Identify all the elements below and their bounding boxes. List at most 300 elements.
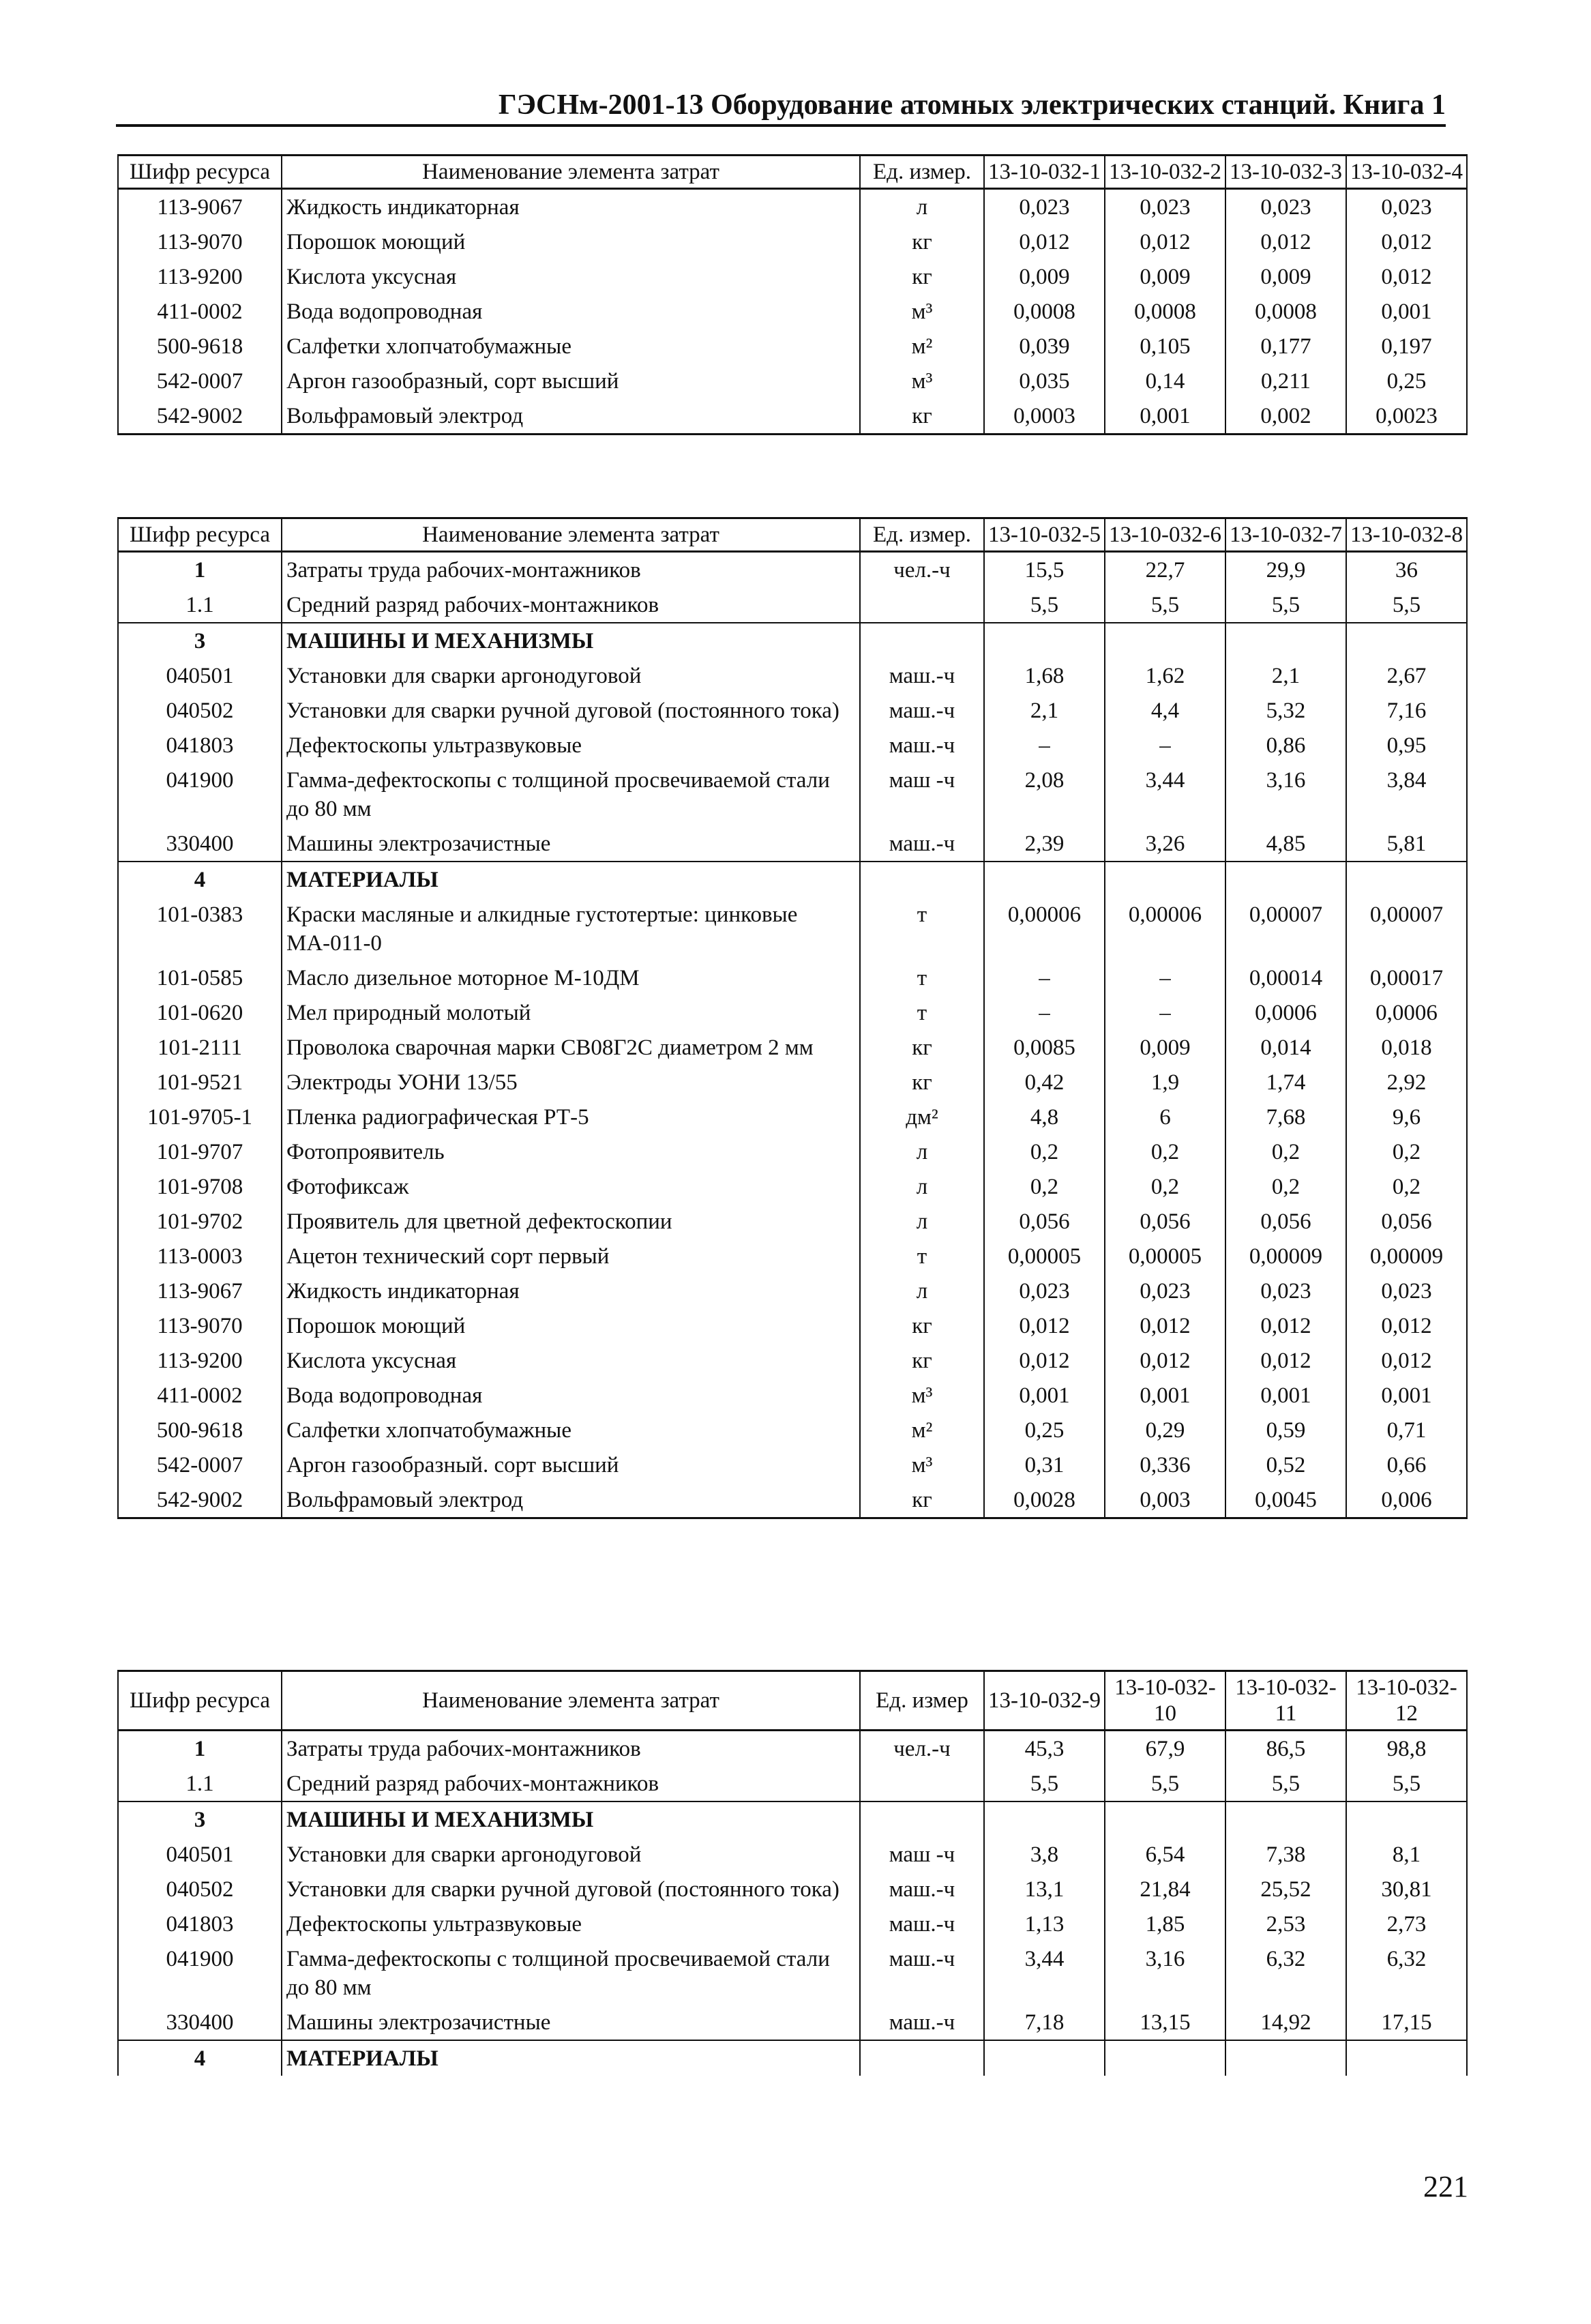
resource-value: 0,59 <box>1225 1413 1346 1447</box>
resource-value <box>1225 862 1346 897</box>
header-code: Шифр ресурса <box>118 156 282 189</box>
resource-code: 101-9707 <box>118 1134 282 1169</box>
resource-value: 0,001 <box>1105 1378 1225 1413</box>
resource-code: 041803 <box>118 1907 282 1941</box>
resource-value: 1,62 <box>1105 658 1225 693</box>
resource-value: 1,13 <box>984 1907 1105 1941</box>
resource-code: 3 <box>118 623 282 658</box>
resource-value: 0,001 <box>984 1378 1105 1413</box>
table-row <box>118 1766 1467 1801</box>
header-name: Наименование элемента затрат <box>282 156 860 189</box>
resource-value: 4,8 <box>984 1100 1105 1134</box>
resource-value <box>1105 1801 1225 1837</box>
resource-value: 0,0045 <box>1225 1482 1346 1518</box>
header-col-1: 13-10-032-9 <box>984 1671 1105 1731</box>
resource-code: 3 <box>118 1801 282 1837</box>
table-row <box>118 189 1467 225</box>
resource-code: 113-9070 <box>118 1308 282 1343</box>
resource-value: 2,1 <box>1225 658 1346 693</box>
header-name: Наименование элемента затрат <box>282 518 860 552</box>
resource-value: 0,0003 <box>984 398 1105 435</box>
resource-value: 0,001 <box>1346 1378 1467 1413</box>
resource-table-1 <box>117 154 1468 435</box>
resource-code: 040502 <box>118 693 282 728</box>
resource-value: 7,38 <box>1225 1837 1346 1872</box>
resource-unit: маш -ч <box>860 763 984 826</box>
resource-value: 1,68 <box>984 658 1105 693</box>
header-col-4: 13-10-032-8 <box>1346 518 1467 552</box>
resource-name: Салфетки хлопчатобумажные <box>282 1413 860 1447</box>
resource-value: 13,15 <box>1105 2005 1225 2040</box>
resource-value <box>1225 1801 1346 1837</box>
resource-code: 542-9002 <box>118 1482 282 1518</box>
resource-value <box>1346 862 1467 897</box>
resource-unit: л <box>860 1134 984 1169</box>
resource-value: 0,001 <box>1225 1378 1346 1413</box>
resource-code: 101-9521 <box>118 1065 282 1100</box>
resource-name: Мел природный молотый <box>282 995 860 1030</box>
resource-value: 0,012 <box>1346 1308 1467 1343</box>
resource-value: 0,012 <box>1105 1308 1225 1343</box>
resource-name: Фотопроявитель <box>282 1134 860 1169</box>
resource-value: 0,86 <box>1225 728 1346 763</box>
resource-value: 6 <box>1105 1100 1225 1134</box>
resource-code: 542-0007 <box>118 1447 282 1482</box>
resource-code: 101-9702 <box>118 1204 282 1239</box>
resource-value: 0,039 <box>984 329 1105 364</box>
header-unit: Ед. измер. <box>860 518 984 552</box>
resource-value: 0,018 <box>1346 1030 1467 1065</box>
resource-unit: кг <box>860 1343 984 1378</box>
table-header-row <box>118 156 1467 189</box>
resource-value: 0,00005 <box>984 1239 1105 1274</box>
resource-code: 1 <box>118 552 282 588</box>
resource-value: 3,44 <box>1105 763 1225 826</box>
resource-value <box>984 2040 1105 2076</box>
resource-code: 330400 <box>118 826 282 862</box>
resource-value: 0,0006 <box>1346 995 1467 1030</box>
resource-value: 3,44 <box>984 1941 1105 2005</box>
resource-value: 0,012 <box>1346 224 1467 259</box>
resource-name: Машины электрозачистные <box>282 826 860 862</box>
resource-value: 0,00009 <box>1225 1239 1346 1274</box>
resource-unit: м³ <box>860 1378 984 1413</box>
resource-code: 113-9067 <box>118 189 282 225</box>
header-code: Шифр ресурса <box>118 518 282 552</box>
header-col-4: 13-10-032-12 <box>1346 1671 1467 1731</box>
resource-value: 0,25 <box>984 1413 1105 1447</box>
resource-name: Кислота уксусная <box>282 259 860 294</box>
resource-value <box>1346 1801 1467 1837</box>
table-row <box>118 897 1467 960</box>
resource-unit: кг <box>860 1482 984 1518</box>
resource-code: 500-9618 <box>118 1413 282 1447</box>
resource-code: 113-9200 <box>118 259 282 294</box>
resource-value: 15,5 <box>984 552 1105 588</box>
resource-value: 0,012 <box>1346 259 1467 294</box>
resource-code: 113-0003 <box>118 1239 282 1274</box>
resource-value: 0,0006 <box>1225 995 1346 1030</box>
resource-name: Гамма-дефектоскопы с толщиной просвечиваемой стали до 80 мм <box>282 1941 860 2005</box>
resource-value: 0,00006 <box>1105 897 1225 960</box>
resource-value: 0,009 <box>1105 1030 1225 1065</box>
resource-name: Установки для сварки ручной дуговой (постоянного тока) <box>282 693 860 728</box>
resource-name: Машины электрозачистные <box>282 2005 860 2040</box>
table-row <box>118 763 1467 826</box>
resource-name: МАШИНЫ И МЕХАНИЗМЫ <box>282 1801 860 1837</box>
resource-name: Гамма-дефектоскопы с толщиной просвечиваемой стали до 80 мм <box>282 763 860 826</box>
resource-name: МАТЕРИАЛЫ <box>282 2040 860 2076</box>
resource-value: 0,00009 <box>1346 1239 1467 1274</box>
resource-value: 0,012 <box>1225 224 1346 259</box>
resource-value <box>1346 623 1467 658</box>
resource-code: 101-9705-1 <box>118 1100 282 1134</box>
resource-value: 0,2 <box>1225 1169 1346 1204</box>
resource-value: 0,2 <box>1105 1169 1225 1204</box>
table-row <box>118 995 1467 1030</box>
table-row <box>118 1204 1467 1239</box>
resource-unit: маш.-ч <box>860 1941 984 2005</box>
resource-value: 0,006 <box>1346 1482 1467 1518</box>
resource-value: 1,74 <box>1225 1065 1346 1100</box>
resource-unit: т <box>860 1239 984 1274</box>
resource-code: 542-9002 <box>118 398 282 435</box>
resource-value: 4,85 <box>1225 826 1346 862</box>
resource-unit: кг <box>860 259 984 294</box>
resource-code: 4 <box>118 2040 282 2076</box>
table-row <box>118 1482 1467 1518</box>
resource-value: 0,003 <box>1105 1482 1225 1518</box>
resource-value: 5,32 <box>1225 693 1346 728</box>
resource-name: МАТЕРИАЛЫ <box>282 862 860 897</box>
resource-unit: маш.-ч <box>860 693 984 728</box>
table-row <box>118 1308 1467 1343</box>
table-row <box>118 329 1467 364</box>
resource-value: 3,16 <box>1105 1941 1225 2005</box>
resource-unit: л <box>860 189 984 225</box>
resource-value: 0,023 <box>984 189 1105 225</box>
resource-value: 0,14 <box>1105 364 1225 398</box>
resource-value: 0,014 <box>1225 1030 1346 1065</box>
resource-name: Дефектоскопы ультразвуковые <box>282 1907 860 1941</box>
resource-value: 98,8 <box>1346 1731 1467 1767</box>
table-row <box>118 294 1467 329</box>
resource-value: 0,2 <box>984 1169 1105 1204</box>
resource-value: 0,002 <box>1225 398 1346 435</box>
resource-value: 8,1 <box>1346 1837 1467 1872</box>
header-col-4: 13-10-032-4 <box>1346 156 1467 189</box>
table-row <box>118 1378 1467 1413</box>
resource-value: 0,056 <box>1105 1204 1225 1239</box>
resource-name: Кислота уксусная <box>282 1343 860 1378</box>
resource-value: 0,012 <box>1225 1308 1346 1343</box>
resource-code: 113-9200 <box>118 1343 282 1378</box>
header-col-2: 13-10-032-10 <box>1105 1671 1225 1731</box>
resource-value: 6,32 <box>1346 1941 1467 2005</box>
resource-unit: маш.-ч <box>860 658 984 693</box>
section-row <box>118 862 1467 897</box>
resource-name: Пленка радиографическая РТ-5 <box>282 1100 860 1134</box>
resource-value: 0,95 <box>1346 728 1467 763</box>
table-row <box>118 826 1467 862</box>
resource-name: Жидкость индикаторная <box>282 1274 860 1308</box>
resource-unit: м³ <box>860 364 984 398</box>
resource-name: Ацетон технический сорт первый <box>282 1239 860 1274</box>
resource-code: 040501 <box>118 1837 282 1872</box>
page-title: ГЭСНм-2001-13 Оборудование атомных электрических станций. Книга 1 <box>498 89 1446 121</box>
resource-value: 0,023 <box>1346 1274 1467 1308</box>
resource-value: 14,92 <box>1225 2005 1346 2040</box>
resource-code: 041900 <box>118 763 282 826</box>
resource-value: 1,9 <box>1105 1065 1225 1100</box>
resource-value: 5,5 <box>1225 587 1346 623</box>
resource-value <box>984 623 1105 658</box>
resource-unit: кг <box>860 224 984 259</box>
resource-unit <box>860 623 984 658</box>
resource-value <box>984 862 1105 897</box>
resource-unit: т <box>860 897 984 960</box>
resource-value: 7,18 <box>984 2005 1105 2040</box>
resource-name: Салфетки хлопчатобумажные <box>282 329 860 364</box>
resource-value: 0,105 <box>1105 329 1225 364</box>
table-header-row <box>118 1671 1467 1731</box>
resource-value: 0,012 <box>984 1308 1105 1343</box>
resource-value: 0,023 <box>984 1274 1105 1308</box>
resource-code: 1.1 <box>118 1766 282 1801</box>
resource-value <box>1105 862 1225 897</box>
section-row <box>118 1801 1467 1837</box>
resource-value <box>984 1801 1105 1837</box>
resource-value: 3,26 <box>1105 826 1225 862</box>
resource-table-3 <box>117 1670 1468 2076</box>
resource-unit <box>860 2040 984 2076</box>
resource-code: 1.1 <box>118 587 282 623</box>
table-row <box>118 1413 1467 1447</box>
resource-name: Вольфрамовый электрод <box>282 1482 860 1518</box>
resource-name: Средний разряд рабочих-монтажников <box>282 587 860 623</box>
table-row <box>118 1100 1467 1134</box>
resource-value: 30,81 <box>1346 1872 1467 1907</box>
table-row <box>118 960 1467 995</box>
table-row <box>118 658 1467 693</box>
resource-value: 5,5 <box>1346 1766 1467 1801</box>
resource-code: 041803 <box>118 728 282 763</box>
resource-value: 13,1 <box>984 1872 1105 1907</box>
resource-code: 411-0002 <box>118 1378 282 1413</box>
resource-value: 0,00006 <box>984 897 1105 960</box>
resource-value: – <box>984 960 1105 995</box>
resource-name: Электроды УОНИ 13/55 <box>282 1065 860 1100</box>
resource-value: 0,0023 <box>1346 398 1467 435</box>
resource-value: 67,9 <box>1105 1731 1225 1767</box>
resource-value: 17,15 <box>1346 2005 1467 2040</box>
resource-name: Затраты труда рабочих-монтажников <box>282 552 860 588</box>
resource-unit: л <box>860 1274 984 1308</box>
table-row <box>118 1239 1467 1274</box>
resource-value: 0,012 <box>984 224 1105 259</box>
resource-value: 25,52 <box>1225 1872 1346 1907</box>
resource-value: 0,0028 <box>984 1482 1105 1518</box>
resource-unit: маш.-ч <box>860 2005 984 2040</box>
resource-value: 0,056 <box>1346 1204 1467 1239</box>
table-row <box>118 2005 1467 2040</box>
resource-value: 5,5 <box>1225 1766 1346 1801</box>
resource-name: Аргон газообразный. сорт высший <box>282 1447 860 1482</box>
resource-value: 0,0008 <box>1225 294 1346 329</box>
resource-value: 86,5 <box>1225 1731 1346 1767</box>
resource-unit: т <box>860 995 984 1030</box>
resource-name: Вольфрамовый электрод <box>282 398 860 435</box>
section-row <box>118 623 1467 658</box>
resource-value: 5,5 <box>1105 587 1225 623</box>
resource-value <box>1105 2040 1225 2076</box>
resource-value: – <box>1105 960 1225 995</box>
resource-value: 5,81 <box>1346 826 1467 862</box>
resource-unit: л <box>860 1204 984 1239</box>
resource-name: Проволока сварочная марки СВ08Г2С диаметром 2 мм <box>282 1030 860 1065</box>
resource-unit: маш.-ч <box>860 1872 984 1907</box>
resource-value: – <box>1105 728 1225 763</box>
resource-value: 0,00007 <box>1225 897 1346 960</box>
resource-value: 7,16 <box>1346 693 1467 728</box>
resource-value: 0,00017 <box>1346 960 1467 995</box>
resource-code: 041900 <box>118 1941 282 2005</box>
resource-code: 1 <box>118 1731 282 1767</box>
resource-value <box>1225 2040 1346 2076</box>
page-header <box>116 82 1446 127</box>
resource-unit: кг <box>860 1065 984 1100</box>
table-row <box>118 1065 1467 1100</box>
resource-value: 0,012 <box>1346 1343 1467 1378</box>
resource-name: Фотофиксаж <box>282 1169 860 1204</box>
resource-value: 9,6 <box>1346 1100 1467 1134</box>
resource-code: 101-2111 <box>118 1030 282 1065</box>
header-col-1: 13-10-032-5 <box>984 518 1105 552</box>
table-row <box>118 693 1467 728</box>
resource-value: – <box>984 995 1105 1030</box>
resource-name: Установки для сварки аргонодуговой <box>282 1837 860 1872</box>
resource-code: 101-0383 <box>118 897 282 960</box>
resource-value: 0,056 <box>1225 1204 1346 1239</box>
resource-value: 0,001 <box>1105 398 1225 435</box>
resource-code: 113-9070 <box>118 224 282 259</box>
table-row <box>118 1343 1467 1378</box>
resource-unit: кг <box>860 1308 984 1343</box>
resource-value: 0,009 <box>1225 259 1346 294</box>
table-row <box>118 1169 1467 1204</box>
resource-code: 542-0007 <box>118 364 282 398</box>
resource-value <box>1225 623 1346 658</box>
header-col-3: 13-10-032-7 <box>1225 518 1346 552</box>
resource-code: 101-0620 <box>118 995 282 1030</box>
resource-value: 5,5 <box>984 587 1105 623</box>
resource-name: Краски масляные и алкидные густотертые: цинковые МА-011-0 <box>282 897 860 960</box>
table-row <box>118 1907 1467 1941</box>
resource-value: 0,023 <box>1225 189 1346 225</box>
resource-value: 5,5 <box>1346 587 1467 623</box>
resource-value: 45,3 <box>984 1731 1105 1767</box>
resource-table-2 <box>117 517 1468 1519</box>
resource-value: 0,00005 <box>1105 1239 1225 1274</box>
resource-code: 101-9708 <box>118 1169 282 1204</box>
resource-value: 0,25 <box>1346 364 1467 398</box>
header-name: Наименование элемента затрат <box>282 1671 860 1731</box>
table-header-row <box>118 518 1467 552</box>
resource-unit: м³ <box>860 1447 984 1482</box>
section-row <box>118 2040 1467 2076</box>
resource-value: 0,29 <box>1105 1413 1225 1447</box>
resource-value: 1,85 <box>1105 1907 1225 1941</box>
resource-value: 0,0008 <box>1105 294 1225 329</box>
resource-value: 0,00007 <box>1346 897 1467 960</box>
table-row <box>118 1134 1467 1169</box>
resource-name: Аргон газообразный, сорт высший <box>282 364 860 398</box>
resource-unit: маш -ч <box>860 1837 984 1872</box>
resource-value: 0,00014 <box>1225 960 1346 995</box>
table-row <box>118 398 1467 435</box>
resource-value: 0,035 <box>984 364 1105 398</box>
resource-value: 29,9 <box>1225 552 1346 588</box>
resource-value: 0,197 <box>1346 329 1467 364</box>
resource-value: 4,4 <box>1105 693 1225 728</box>
resource-value: 0,012 <box>1105 1343 1225 1378</box>
resource-unit: кг <box>860 1030 984 1065</box>
resource-name: Вода водопроводная <box>282 294 860 329</box>
header-code: Шифр ресурса <box>118 1671 282 1731</box>
table-row <box>118 1274 1467 1308</box>
resource-unit <box>860 862 984 897</box>
resource-code: 411-0002 <box>118 294 282 329</box>
resource-value: 0,2 <box>1105 1134 1225 1169</box>
header-col-2: 13-10-032-6 <box>1105 518 1225 552</box>
resource-value: 0,0085 <box>984 1030 1105 1065</box>
resource-value <box>1346 2040 1467 2076</box>
table-row <box>118 587 1467 623</box>
resource-name: Установки для сварки аргонодуговой <box>282 658 860 693</box>
resource-value: 2,67 <box>1346 658 1467 693</box>
resource-value: 2,08 <box>984 763 1105 826</box>
table-row <box>118 259 1467 294</box>
resource-value: 0,001 <box>1346 294 1467 329</box>
resource-name: Вода водопроводная <box>282 1378 860 1413</box>
header-col-2: 13-10-032-2 <box>1105 156 1225 189</box>
resource-unit <box>860 1801 984 1837</box>
resource-code: 040501 <box>118 658 282 693</box>
table-row <box>118 1731 1467 1767</box>
resource-value: 2,53 <box>1225 1907 1346 1941</box>
resource-value: 6,32 <box>1225 1941 1346 2005</box>
header-col-3: 13-10-032-11 <box>1225 1671 1346 1731</box>
resource-unit: чел.-ч <box>860 552 984 588</box>
resource-unit: чел.-ч <box>860 1731 984 1767</box>
resource-unit <box>860 1766 984 1801</box>
resource-value: 5,5 <box>1105 1766 1225 1801</box>
resource-value: 0,012 <box>1105 224 1225 259</box>
resource-value: 0,31 <box>984 1447 1105 1482</box>
resource-value: 0,023 <box>1105 189 1225 225</box>
resource-code: 330400 <box>118 2005 282 2040</box>
resource-unit: м² <box>860 329 984 364</box>
resource-unit: л <box>860 1169 984 1204</box>
resource-value: 0,66 <box>1346 1447 1467 1482</box>
table-row <box>118 728 1467 763</box>
resource-value: 0,012 <box>984 1343 1105 1378</box>
resource-value: 2,73 <box>1346 1907 1467 1941</box>
resource-value: 0,52 <box>1225 1447 1346 1482</box>
resource-value: 0,42 <box>984 1065 1105 1100</box>
resource-value: 3,8 <box>984 1837 1105 1872</box>
table-row <box>118 1447 1467 1482</box>
